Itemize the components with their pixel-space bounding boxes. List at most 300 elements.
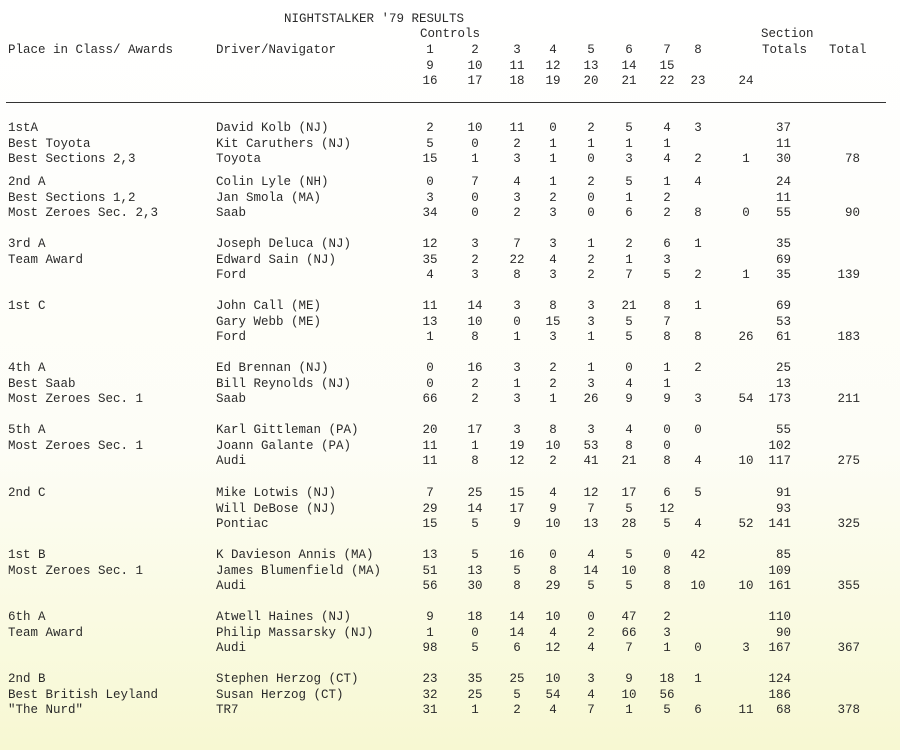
section-total: 25 bbox=[775, 361, 791, 375]
control-number: 3 bbox=[513, 43, 521, 57]
control-number: 14 bbox=[621, 58, 637, 73]
control-number: 10 bbox=[467, 58, 483, 73]
control-score: 0 bbox=[513, 314, 521, 329]
grand-total: 90 bbox=[844, 206, 860, 220]
driver-navigator: Bill Reynolds (NJ) bbox=[216, 376, 352, 391]
car-make: Saab bbox=[216, 206, 247, 220]
car-make: Audi bbox=[216, 454, 247, 468]
section-total: 37 bbox=[775, 121, 791, 135]
control-score: 3 bbox=[549, 330, 557, 344]
place-award: Most Zeroes Sec. 1 bbox=[8, 438, 144, 453]
control-score: 3 bbox=[625, 152, 633, 166]
control-score: 5 bbox=[663, 268, 671, 282]
driver-navigator: Joseph Deluca (NJ) bbox=[216, 237, 352, 251]
driver-navigator: K Davieson Annis (MA) bbox=[216, 548, 374, 562]
place-award: 1stA bbox=[8, 121, 39, 135]
grand-total: 325 bbox=[837, 517, 860, 531]
section-total: 68 bbox=[775, 703, 791, 717]
section-total: 55 bbox=[775, 423, 791, 437]
control-score: 0 bbox=[471, 625, 479, 640]
control-score: 8 bbox=[694, 330, 702, 344]
control-score: 2 bbox=[587, 268, 595, 282]
control-score: 4 bbox=[694, 454, 702, 468]
car-make: Saab bbox=[216, 392, 247, 406]
control-score: 1 bbox=[549, 175, 557, 189]
control-score: 11 bbox=[738, 703, 754, 717]
control-score: 13 bbox=[583, 517, 599, 531]
control-score: 20 bbox=[422, 423, 438, 437]
grand-total: 275 bbox=[837, 454, 860, 468]
control-number: 2 bbox=[471, 43, 479, 57]
control-score: 25 bbox=[467, 486, 483, 500]
control-score: 1 bbox=[549, 136, 557, 151]
control-score: 8 bbox=[663, 330, 671, 344]
control-score: 12 bbox=[659, 501, 675, 516]
grand-total: 183 bbox=[837, 330, 860, 344]
control-score: 2 bbox=[587, 252, 595, 267]
control-score: 23 bbox=[422, 672, 438, 686]
driver-navigator: Gary Webb (ME) bbox=[216, 314, 322, 329]
control-score: 0 bbox=[471, 136, 479, 151]
control-score: 0 bbox=[694, 641, 702, 655]
control-score: 11 bbox=[422, 438, 438, 453]
control-score: 1 bbox=[663, 175, 671, 189]
control-number: 24 bbox=[738, 74, 754, 88]
driver-navigator: James Blumenfield (MA) bbox=[216, 563, 382, 578]
control-score: 4 bbox=[587, 641, 595, 655]
control-score: 8 bbox=[471, 330, 479, 344]
grand-total: 211 bbox=[837, 392, 860, 406]
control-score: 3 bbox=[471, 268, 479, 282]
control-score: 3 bbox=[663, 625, 671, 640]
control-score: 26 bbox=[738, 330, 754, 344]
control-score: 10 bbox=[738, 454, 754, 468]
control-score: 8 bbox=[549, 299, 557, 313]
control-score: 1 bbox=[549, 152, 557, 166]
control-score: 12 bbox=[545, 641, 561, 655]
control-score: 14 bbox=[509, 625, 525, 640]
totals-header: Totals bbox=[762, 43, 808, 57]
control-score: 6 bbox=[694, 703, 702, 717]
control-score: 3 bbox=[587, 299, 595, 313]
total-header: Total bbox=[829, 43, 867, 57]
section-total: 69 bbox=[775, 299, 791, 313]
control-score: 2 bbox=[663, 190, 671, 205]
control-score: 0 bbox=[694, 423, 702, 437]
control-score: 7 bbox=[663, 314, 671, 329]
control-score: 4 bbox=[426, 268, 434, 282]
place-header: Place in Class/ Awards bbox=[8, 43, 174, 57]
control-score: 9 bbox=[625, 672, 633, 686]
control-score: 98 bbox=[422, 641, 438, 655]
control-score: 17 bbox=[467, 423, 483, 437]
place-award: Best Saab bbox=[8, 376, 76, 391]
control-score: 15 bbox=[545, 314, 561, 329]
control-score: 1 bbox=[663, 376, 671, 391]
control-score: 13 bbox=[422, 548, 438, 562]
car-make: Ford bbox=[216, 268, 247, 282]
control-number: 23 bbox=[690, 74, 706, 88]
grand-total: 78 bbox=[844, 152, 860, 166]
control-number: 16 bbox=[422, 74, 438, 88]
place-award: Most Zeroes Sec. 1 bbox=[8, 392, 144, 406]
section-total: 109 bbox=[768, 563, 791, 578]
control-score: 5 bbox=[625, 330, 633, 344]
section-total: 91 bbox=[775, 486, 791, 500]
control-score: 7 bbox=[471, 175, 479, 189]
control-score: 1 bbox=[625, 136, 633, 151]
control-score: 2 bbox=[625, 237, 633, 251]
section-total: 69 bbox=[775, 252, 791, 267]
control-score: 0 bbox=[549, 121, 557, 135]
control-score: 4 bbox=[663, 121, 671, 135]
driver-header: Driver/Navigator bbox=[216, 43, 337, 57]
control-score: 5 bbox=[663, 517, 671, 531]
control-score: 15 bbox=[422, 517, 438, 531]
control-score: 21 bbox=[621, 299, 637, 313]
control-score: 0 bbox=[587, 190, 595, 205]
car-make: Audi bbox=[216, 641, 247, 655]
control-score: 52 bbox=[738, 517, 754, 531]
control-score: 8 bbox=[663, 454, 671, 468]
control-score: 32 bbox=[422, 687, 438, 702]
place-award: Most Zeroes Sec. 1 bbox=[8, 563, 144, 578]
control-score: 2 bbox=[549, 190, 557, 205]
control-score: 1 bbox=[587, 136, 595, 151]
control-score: 17 bbox=[509, 501, 525, 516]
control-score: 3 bbox=[742, 641, 750, 655]
control-score: 6 bbox=[513, 641, 521, 655]
control-score: 1 bbox=[694, 672, 702, 686]
control-number: 1 bbox=[426, 43, 434, 57]
section-total: 102 bbox=[768, 438, 791, 453]
control-score: 3 bbox=[513, 152, 521, 166]
control-score: 0 bbox=[587, 206, 595, 220]
control-score: 1 bbox=[549, 392, 557, 406]
section-total: 13 bbox=[775, 376, 791, 391]
control-score: 3 bbox=[513, 190, 521, 205]
control-score: 10 bbox=[545, 438, 561, 453]
car-make: Pontiac bbox=[216, 517, 269, 531]
control-score: 10 bbox=[621, 563, 637, 578]
control-score: 29 bbox=[422, 501, 438, 516]
control-score: 66 bbox=[621, 625, 637, 640]
control-score: 4 bbox=[694, 517, 702, 531]
control-score: 2 bbox=[587, 121, 595, 135]
control-score: 3 bbox=[426, 190, 434, 205]
control-number: 19 bbox=[545, 74, 561, 88]
control-score: 19 bbox=[509, 438, 525, 453]
driver-navigator: Kit Caruthers (NJ) bbox=[216, 136, 352, 151]
control-score: 1 bbox=[694, 299, 702, 313]
control-score: 5 bbox=[625, 579, 633, 593]
place-award: 6th A bbox=[8, 610, 46, 624]
control-score: 15 bbox=[422, 152, 438, 166]
place-award: Best Sections 1,2 bbox=[8, 190, 136, 205]
grand-total: 355 bbox=[837, 579, 860, 593]
control-number: 4 bbox=[549, 43, 557, 57]
control-score: 7 bbox=[587, 703, 595, 717]
control-score: 11 bbox=[422, 454, 438, 468]
control-score: 4 bbox=[549, 252, 557, 267]
control-score: 14 bbox=[467, 501, 483, 516]
control-score: 5 bbox=[471, 517, 479, 531]
place-award: 5th A bbox=[8, 423, 46, 437]
control-score: 9 bbox=[549, 501, 557, 516]
control-score: 30 bbox=[467, 579, 483, 593]
control-score: 1 bbox=[587, 237, 595, 251]
control-score: 5 bbox=[513, 687, 521, 702]
control-score: 5 bbox=[471, 548, 479, 562]
control-score: 47 bbox=[621, 610, 637, 624]
control-score: 3 bbox=[513, 361, 521, 375]
control-score: 29 bbox=[545, 579, 561, 593]
control-score: 1 bbox=[625, 190, 633, 205]
control-score: 1 bbox=[663, 136, 671, 151]
control-score: 28 bbox=[621, 517, 637, 531]
driver-navigator: Atwell Haines (NJ) bbox=[216, 610, 352, 624]
control-score: 1 bbox=[663, 641, 671, 655]
control-score: 54 bbox=[738, 392, 754, 406]
control-score: 35 bbox=[467, 672, 483, 686]
control-score: 34 bbox=[422, 206, 438, 220]
control-score: 1 bbox=[587, 330, 595, 344]
control-score: 0 bbox=[426, 376, 434, 391]
control-number: 5 bbox=[587, 43, 595, 57]
control-score: 2 bbox=[513, 703, 521, 717]
control-score: 2 bbox=[426, 121, 434, 135]
grand-total: 139 bbox=[837, 268, 860, 282]
section-total: 30 bbox=[775, 152, 791, 166]
car-make: Audi bbox=[216, 579, 247, 593]
control-score: 1 bbox=[426, 625, 434, 640]
control-score: 1 bbox=[625, 703, 633, 717]
control-score: 3 bbox=[663, 252, 671, 267]
control-score: 5 bbox=[625, 501, 633, 516]
control-score: 14 bbox=[583, 563, 599, 578]
place-award: "The Nurd" bbox=[8, 703, 84, 717]
place-award: 4th A bbox=[8, 361, 46, 375]
place-award: Team Award bbox=[8, 252, 84, 267]
control-score: 0 bbox=[471, 206, 479, 220]
car-make: Ford bbox=[216, 330, 247, 344]
section-total: 110 bbox=[768, 610, 791, 624]
control-score: 14 bbox=[467, 299, 483, 313]
control-number: 21 bbox=[621, 74, 637, 88]
control-score: 2 bbox=[471, 252, 479, 267]
control-score: 1 bbox=[694, 237, 702, 251]
control-score: 1 bbox=[471, 152, 479, 166]
control-number: 8 bbox=[694, 43, 702, 57]
control-score: 42 bbox=[690, 548, 706, 562]
control-score: 8 bbox=[694, 206, 702, 220]
section-total: 186 bbox=[768, 687, 791, 702]
control-score: 2 bbox=[513, 206, 521, 220]
control-number: 20 bbox=[583, 74, 599, 88]
control-number: 12 bbox=[545, 58, 561, 73]
control-score: 4 bbox=[694, 175, 702, 189]
control-score: 4 bbox=[663, 152, 671, 166]
control-score: 16 bbox=[467, 361, 483, 375]
control-score: 1 bbox=[471, 703, 479, 717]
control-score: 5 bbox=[426, 136, 434, 151]
control-score: 8 bbox=[513, 579, 521, 593]
control-score: 18 bbox=[659, 672, 675, 686]
section-total: 90 bbox=[775, 625, 791, 640]
driver-navigator: Edward Sain (NJ) bbox=[216, 252, 337, 267]
control-score: 4 bbox=[549, 486, 557, 500]
control-score: 0 bbox=[742, 206, 750, 220]
control-score: 3 bbox=[513, 299, 521, 313]
control-score: 9 bbox=[663, 392, 671, 406]
control-score: 3 bbox=[549, 206, 557, 220]
control-score: 4 bbox=[513, 175, 521, 189]
control-score: 2 bbox=[549, 454, 557, 468]
control-score: 8 bbox=[513, 268, 521, 282]
control-score: 8 bbox=[663, 299, 671, 313]
driver-navigator: Colin Lyle (NH) bbox=[216, 175, 329, 189]
driver-navigator: Karl Gittleman (PA) bbox=[216, 423, 359, 437]
control-score: 2 bbox=[471, 376, 479, 391]
section-total: 61 bbox=[775, 330, 791, 344]
control-score: 4 bbox=[549, 703, 557, 717]
control-score: 0 bbox=[471, 190, 479, 205]
control-score: 2 bbox=[694, 152, 702, 166]
control-score: 3 bbox=[587, 376, 595, 391]
driver-navigator: Joann Galante (PA) bbox=[216, 438, 352, 453]
control-score: 10 bbox=[545, 610, 561, 624]
control-score: 10 bbox=[545, 517, 561, 531]
driver-navigator: David Kolb (NJ) bbox=[216, 121, 329, 135]
section-total: 93 bbox=[775, 501, 791, 516]
section-total: 161 bbox=[768, 579, 791, 593]
control-score: 25 bbox=[467, 687, 483, 702]
control-number: 22 bbox=[659, 74, 675, 88]
control-score: 17 bbox=[621, 486, 637, 500]
control-score: 53 bbox=[583, 438, 599, 453]
driver-navigator: Jan Smola (MA) bbox=[216, 190, 322, 205]
place-award: 2nd C bbox=[8, 486, 46, 500]
driver-navigator: Philip Massarsky (NJ) bbox=[216, 625, 374, 640]
control-score: 9 bbox=[513, 517, 521, 531]
control-score: 0 bbox=[587, 152, 595, 166]
control-score: 7 bbox=[625, 641, 633, 655]
control-score: 5 bbox=[513, 563, 521, 578]
control-score: 8 bbox=[625, 438, 633, 453]
control-score: 4 bbox=[587, 687, 595, 702]
control-score: 5 bbox=[587, 579, 595, 593]
control-score: 6 bbox=[663, 237, 671, 251]
control-number: 7 bbox=[663, 43, 671, 57]
control-score: 3 bbox=[694, 121, 702, 135]
control-score: 35 bbox=[422, 252, 438, 267]
driver-navigator: John Call (ME) bbox=[216, 299, 322, 313]
section-total: 11 bbox=[775, 190, 791, 205]
control-score: 2 bbox=[587, 175, 595, 189]
section-total: 11 bbox=[775, 136, 791, 151]
control-score: 3 bbox=[549, 237, 557, 251]
control-score: 12 bbox=[583, 486, 599, 500]
control-score: 8 bbox=[549, 563, 557, 578]
controls-header: Controls bbox=[420, 27, 481, 41]
control-score: 10 bbox=[467, 314, 483, 329]
control-score: 11 bbox=[509, 121, 525, 135]
section-total: 85 bbox=[775, 548, 791, 562]
grand-total: 367 bbox=[837, 641, 860, 655]
control-score: 54 bbox=[545, 687, 561, 702]
control-score: 2 bbox=[694, 268, 702, 282]
control-score: 5 bbox=[625, 121, 633, 135]
control-score: 0 bbox=[549, 548, 557, 562]
control-score: 0 bbox=[587, 610, 595, 624]
control-score: 25 bbox=[509, 672, 525, 686]
control-score: 13 bbox=[422, 314, 438, 329]
place-award: Most Zeroes Sec. 2,3 bbox=[8, 206, 159, 220]
control-score: 1 bbox=[587, 361, 595, 375]
control-score: 14 bbox=[509, 610, 525, 624]
control-score: 4 bbox=[625, 376, 633, 391]
control-score: 7 bbox=[625, 268, 633, 282]
control-score: 12 bbox=[422, 237, 438, 251]
control-score: 2 bbox=[471, 392, 479, 406]
control-score: 5 bbox=[694, 486, 702, 500]
section-total: 24 bbox=[775, 175, 791, 189]
control-score: 9 bbox=[625, 392, 633, 406]
driver-navigator: Susan Herzog (CT) bbox=[216, 687, 344, 702]
control-score: 51 bbox=[422, 563, 438, 578]
grand-total: 378 bbox=[837, 703, 860, 717]
control-score: 8 bbox=[549, 423, 557, 437]
control-score: 26 bbox=[583, 392, 599, 406]
control-score: 1 bbox=[426, 330, 434, 344]
control-score: 5 bbox=[663, 703, 671, 717]
control-score: 1 bbox=[663, 361, 671, 375]
car-make: Toyota bbox=[216, 152, 262, 166]
control-score: 10 bbox=[545, 672, 561, 686]
control-score: 56 bbox=[422, 579, 438, 593]
control-score: 4 bbox=[625, 423, 633, 437]
control-score: 6 bbox=[663, 486, 671, 500]
control-score: 3 bbox=[513, 423, 521, 437]
section-total: 35 bbox=[775, 237, 791, 251]
control-number: 6 bbox=[625, 43, 633, 57]
control-score: 2 bbox=[549, 361, 557, 375]
control-score: 0 bbox=[426, 175, 434, 189]
control-number: 13 bbox=[583, 58, 599, 73]
control-score: 3 bbox=[587, 314, 595, 329]
control-score: 3 bbox=[513, 392, 521, 406]
control-score: 10 bbox=[690, 579, 706, 593]
control-score: 5 bbox=[471, 641, 479, 655]
control-score: 10 bbox=[621, 687, 637, 702]
control-number: 9 bbox=[426, 58, 434, 73]
control-score: 15 bbox=[509, 486, 525, 500]
control-score: 1 bbox=[471, 438, 479, 453]
control-score: 3 bbox=[587, 423, 595, 437]
control-score: 4 bbox=[549, 625, 557, 640]
page-title: NIGHTSTALKER '79 RESULTS bbox=[284, 12, 465, 26]
control-score: 2 bbox=[663, 206, 671, 220]
place-award: 1st B bbox=[8, 548, 46, 562]
control-score: 1 bbox=[513, 330, 521, 344]
control-score: 1 bbox=[625, 252, 633, 267]
control-score: 11 bbox=[422, 299, 438, 313]
section-total: 53 bbox=[775, 314, 791, 329]
control-score: 7 bbox=[426, 486, 434, 500]
section-total: 117 bbox=[768, 454, 791, 468]
control-score: 31 bbox=[422, 703, 438, 717]
place-award: Best Sections 2,3 bbox=[8, 152, 136, 166]
